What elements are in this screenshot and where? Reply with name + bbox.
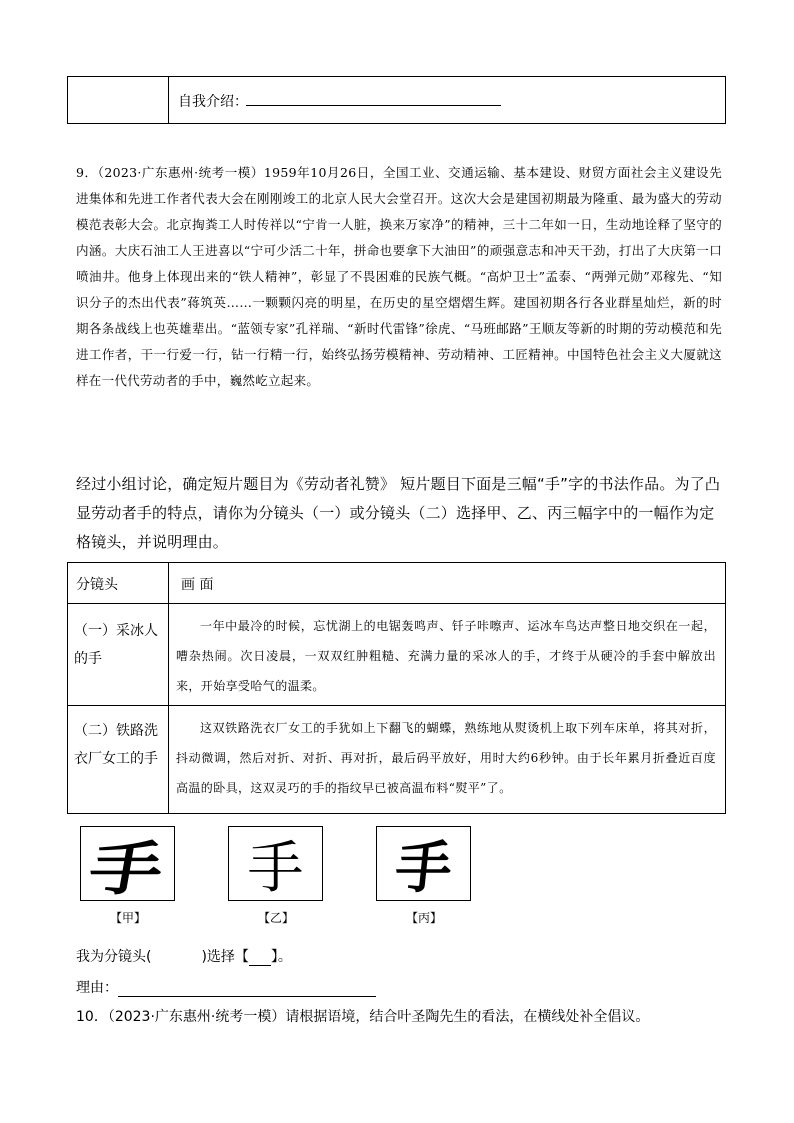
calligraphy-char-jia: 手 — [84, 834, 169, 903]
intro-label: 自我介绍： — [178, 94, 248, 110]
shot-1-scene: 一年中最冷的时候，忘忧湖上的电锯轰鸣声、钎子咔嚓声、运冰车鸟达声整日地交织在一起，嘈杂热闹。次日凌晨，一双双红肿粗糙、充满力量的采冰人的手，才终于从硬冷的手套中解放出来，开始享受哈气的温柔。 — [176, 619, 716, 693]
header-shot: 分镜头 — [76, 577, 118, 593]
question-9-prompt: 经过小组讨论，确定短片题目为《劳动者礼赞》 短片题目下面是三幅“手”字的书法作品。为了凸显劳动者手的特点，请你为分镜头（一）或分镜头（二）选择甲、乙、丙三幅字中的一幅作为定格镜头，并说明理由。 — [76, 475, 721, 551]
header-scene: 画 面 — [181, 577, 214, 593]
question-10: 10．（2023·广东惠州·统考一模）请根据语境，结合叶圣陶先生的看法，在横线处补全倡议。 — [76, 1009, 650, 1025]
question-9-source: （2023·广东惠州·统考一模） — [97, 165, 264, 180]
question-9-text: 1959年10月26日，全国工业、交通运输、基本建设、财贸方面社会主义建设先进集体和先进工作者代表大会在刚刚竣工的北京人民大会堂召开。这次大会是建国初期最为隆重、最为盛大的劳动模范表彰大会。北京掏粪工人时传祥以“宁肯一人脏，换来万家净”的精神，三十二年如一日，生动地诠释了坚守的内涵。大庆石油工人王进喜以“宁可少活二十年，拼命也要拿下大油田”的顽强意志和冲天干劲，打出了大庆第一口喷油井。他身上体现出来的“铁人精神”，彰显了不畏困难的民族气概。“高炉卫士”孟泰、“两弹元勋”邓稼先、“知识分子的杰出代表”蒋筑英……一颗颗闪亮的明星，在历史的星空熠熠生辉。建国初期各行各业群星灿烂，新的时期各条战线上也英雄辈出。“蓝领专家”孔祥瑞、“新时代雷锋”徐虎、“马班邮路”王顺友等新的时期的劳动模范和先进工作者，干一行爱一行，钻一行精一行，始终弘扬劳模精神、劳动精神、工匠精神。中国特色社会主义大厦就这样在一代代劳动者的手中，巍然屹立起来。 — [76, 165, 722, 388]
calligraphy-choice-blank[interactable] — [249, 949, 271, 966]
calligraphy-char-bing: 手 — [391, 834, 455, 901]
answer-middle: )选择【 — [201, 949, 249, 965]
shot-2-label: （二）铁路洗衣厂女工的手 — [74, 723, 158, 767]
question-9-passage — [76, 160, 722, 394]
answer-suffix: 】。 — [270, 949, 292, 965]
calligraphy-label-jia: 【甲】 — [110, 911, 147, 925]
shot-choice-blank[interactable] — [151, 950, 201, 966]
calligraphy-yi — [228, 826, 323, 901]
reason-label: 理由： — [76, 980, 118, 996]
reason-row — [76, 977, 376, 997]
storyboard-table — [67, 562, 726, 814]
reason-blank[interactable] — [118, 980, 376, 997]
calligraphy-label-yi: 【乙】 — [258, 911, 295, 925]
answer-row — [76, 946, 292, 966]
calligraphy-label-bing: 【丙】 — [406, 911, 443, 925]
calligraphy-jia — [80, 826, 175, 901]
table-divider — [168, 563, 169, 813]
table-divider — [168, 77, 169, 123]
answer-prefix: 我为分镜头( — [76, 949, 152, 965]
intro-answer-line[interactable] — [246, 105, 501, 106]
shot-2-scene: 这双铁路洗衣厂女工的手犹如上下翻飞的蝴蝶，熟练地从熨烫机上取下列车床单，将其对折，抖动微调，然后对折、对折、再对折，最后码平放好，用时大约6秒钟。由于长年累月折叠近百度高温的卧具，这双灵巧的手的指纹早已被高温布料“熨平”了。 — [176, 721, 716, 795]
question-9-number: 9． — [76, 165, 98, 180]
calligraphy-char-yi: 手 — [247, 835, 304, 901]
table-row-divider — [68, 603, 725, 604]
intro-table — [67, 76, 726, 124]
table-row-divider — [68, 705, 725, 706]
shot-1-label: （一）采冰人的手 — [74, 623, 158, 667]
calligraphy-bing — [376, 826, 471, 901]
